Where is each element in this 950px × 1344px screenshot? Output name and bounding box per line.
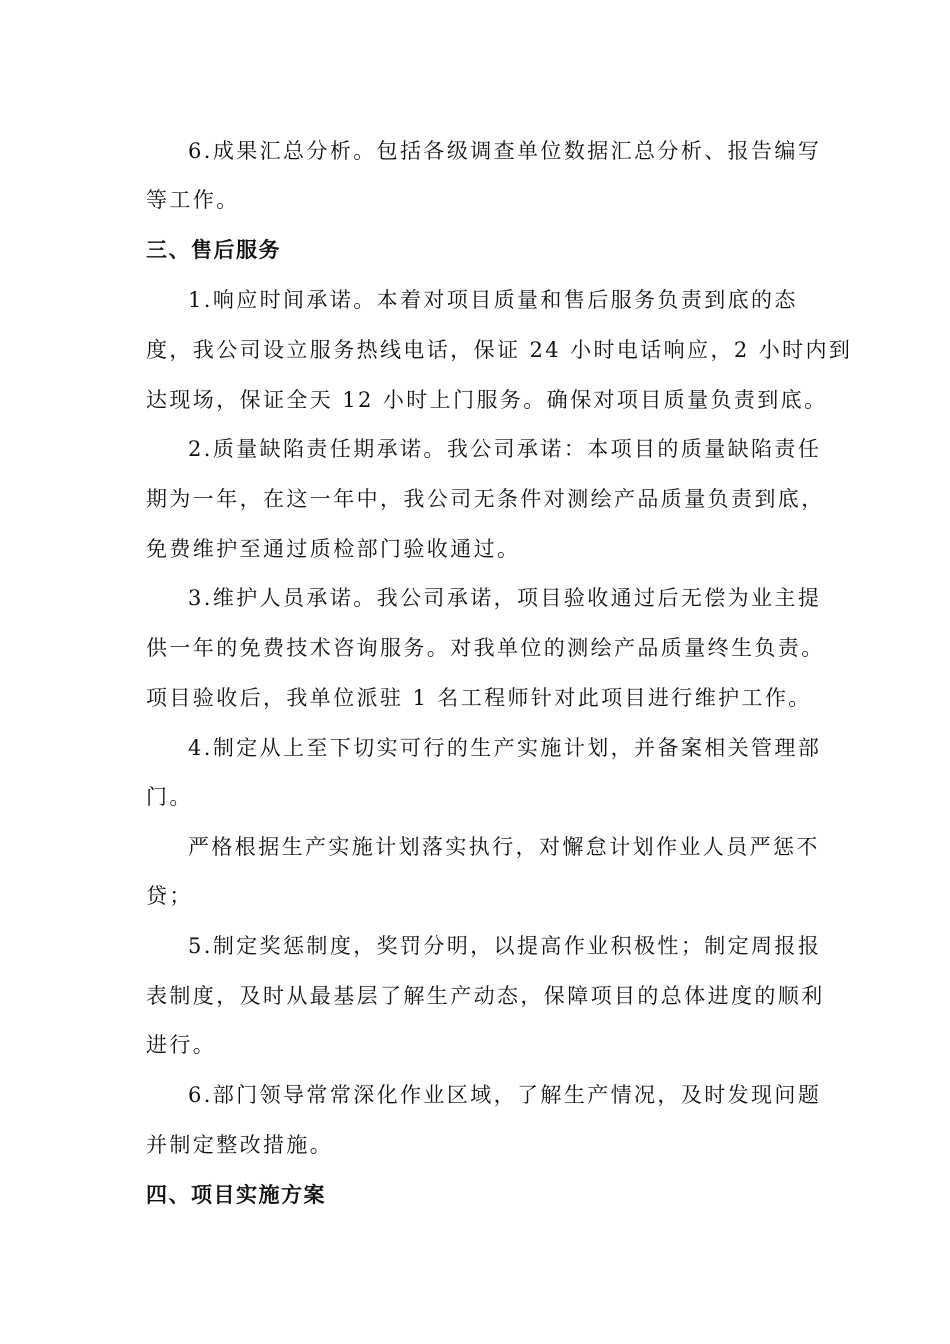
- paragraph-line: 项目验收后，我单位派驻 1 名工程师针对此项目进行维护工作。: [146, 686, 812, 710]
- paragraph-line: 表制度，及时从最基层了解生产动态，保障项目的总体进度的顺利: [146, 984, 825, 1008]
- paragraph-line: 严格根据生产实施计划落实执行，对懈怠计划作业人员严惩不: [188, 835, 820, 859]
- paragraph-line: 2.质量缺陷责任期承诺。我公司承诺：本项目的质量缺陷责任: [188, 437, 822, 461]
- paragraph-line: 3.维护人员承诺。我公司承诺，项目验收通过后无偿为业主提: [188, 586, 822, 610]
- section-heading-implementation: 四、项目实施方案: [146, 1183, 326, 1207]
- paragraph-line: 等工作。: [146, 188, 240, 212]
- paragraph-line: 5.制定奖惩制度，奖罚分明，以提高作业积极性；制定周报报: [188, 934, 822, 958]
- paragraph-line: 贷；: [146, 884, 193, 908]
- paragraph-line: 供一年的免费技术咨询服务。对我单位的测绘产品质量终生负责。: [146, 636, 825, 660]
- paragraph-line: 进行。: [146, 1033, 217, 1057]
- paragraph-line: 达现场，保证全天 12 小时上门服务。确保对项目质量负责到底。: [146, 388, 828, 412]
- paragraph-line: 6.部门领导常常深化作业区域，了解生产情况，及时发现问题: [188, 1083, 822, 1107]
- section-heading-after-sales: 三、售后服务: [146, 238, 281, 262]
- paragraph-line: 门。: [146, 785, 193, 809]
- paragraph-line: 免费维护至通过质检部门验收通过。: [146, 537, 521, 561]
- paragraph-line: 并制定整改措施。: [146, 1133, 334, 1157]
- paragraph-line: 4.制定从上至下切实可行的生产实施计划，并备案相关管理部: [188, 736, 822, 760]
- paragraph-line: 度，我公司设立服务热线电话，保证 24 小时电话响应，2 小时内到: [146, 338, 853, 362]
- paragraph-line: 1.响应时间承诺。本着对项目质量和售后服务负责到底的态: [188, 288, 798, 312]
- paragraph-line: 6.成果汇总分析。包括各级调查单位数据汇总分析、报告编写: [188, 139, 822, 163]
- paragraph-line: 期为一年，在这一年中，我公司无条件对测绘产品质量负责到底，: [146, 487, 825, 511]
